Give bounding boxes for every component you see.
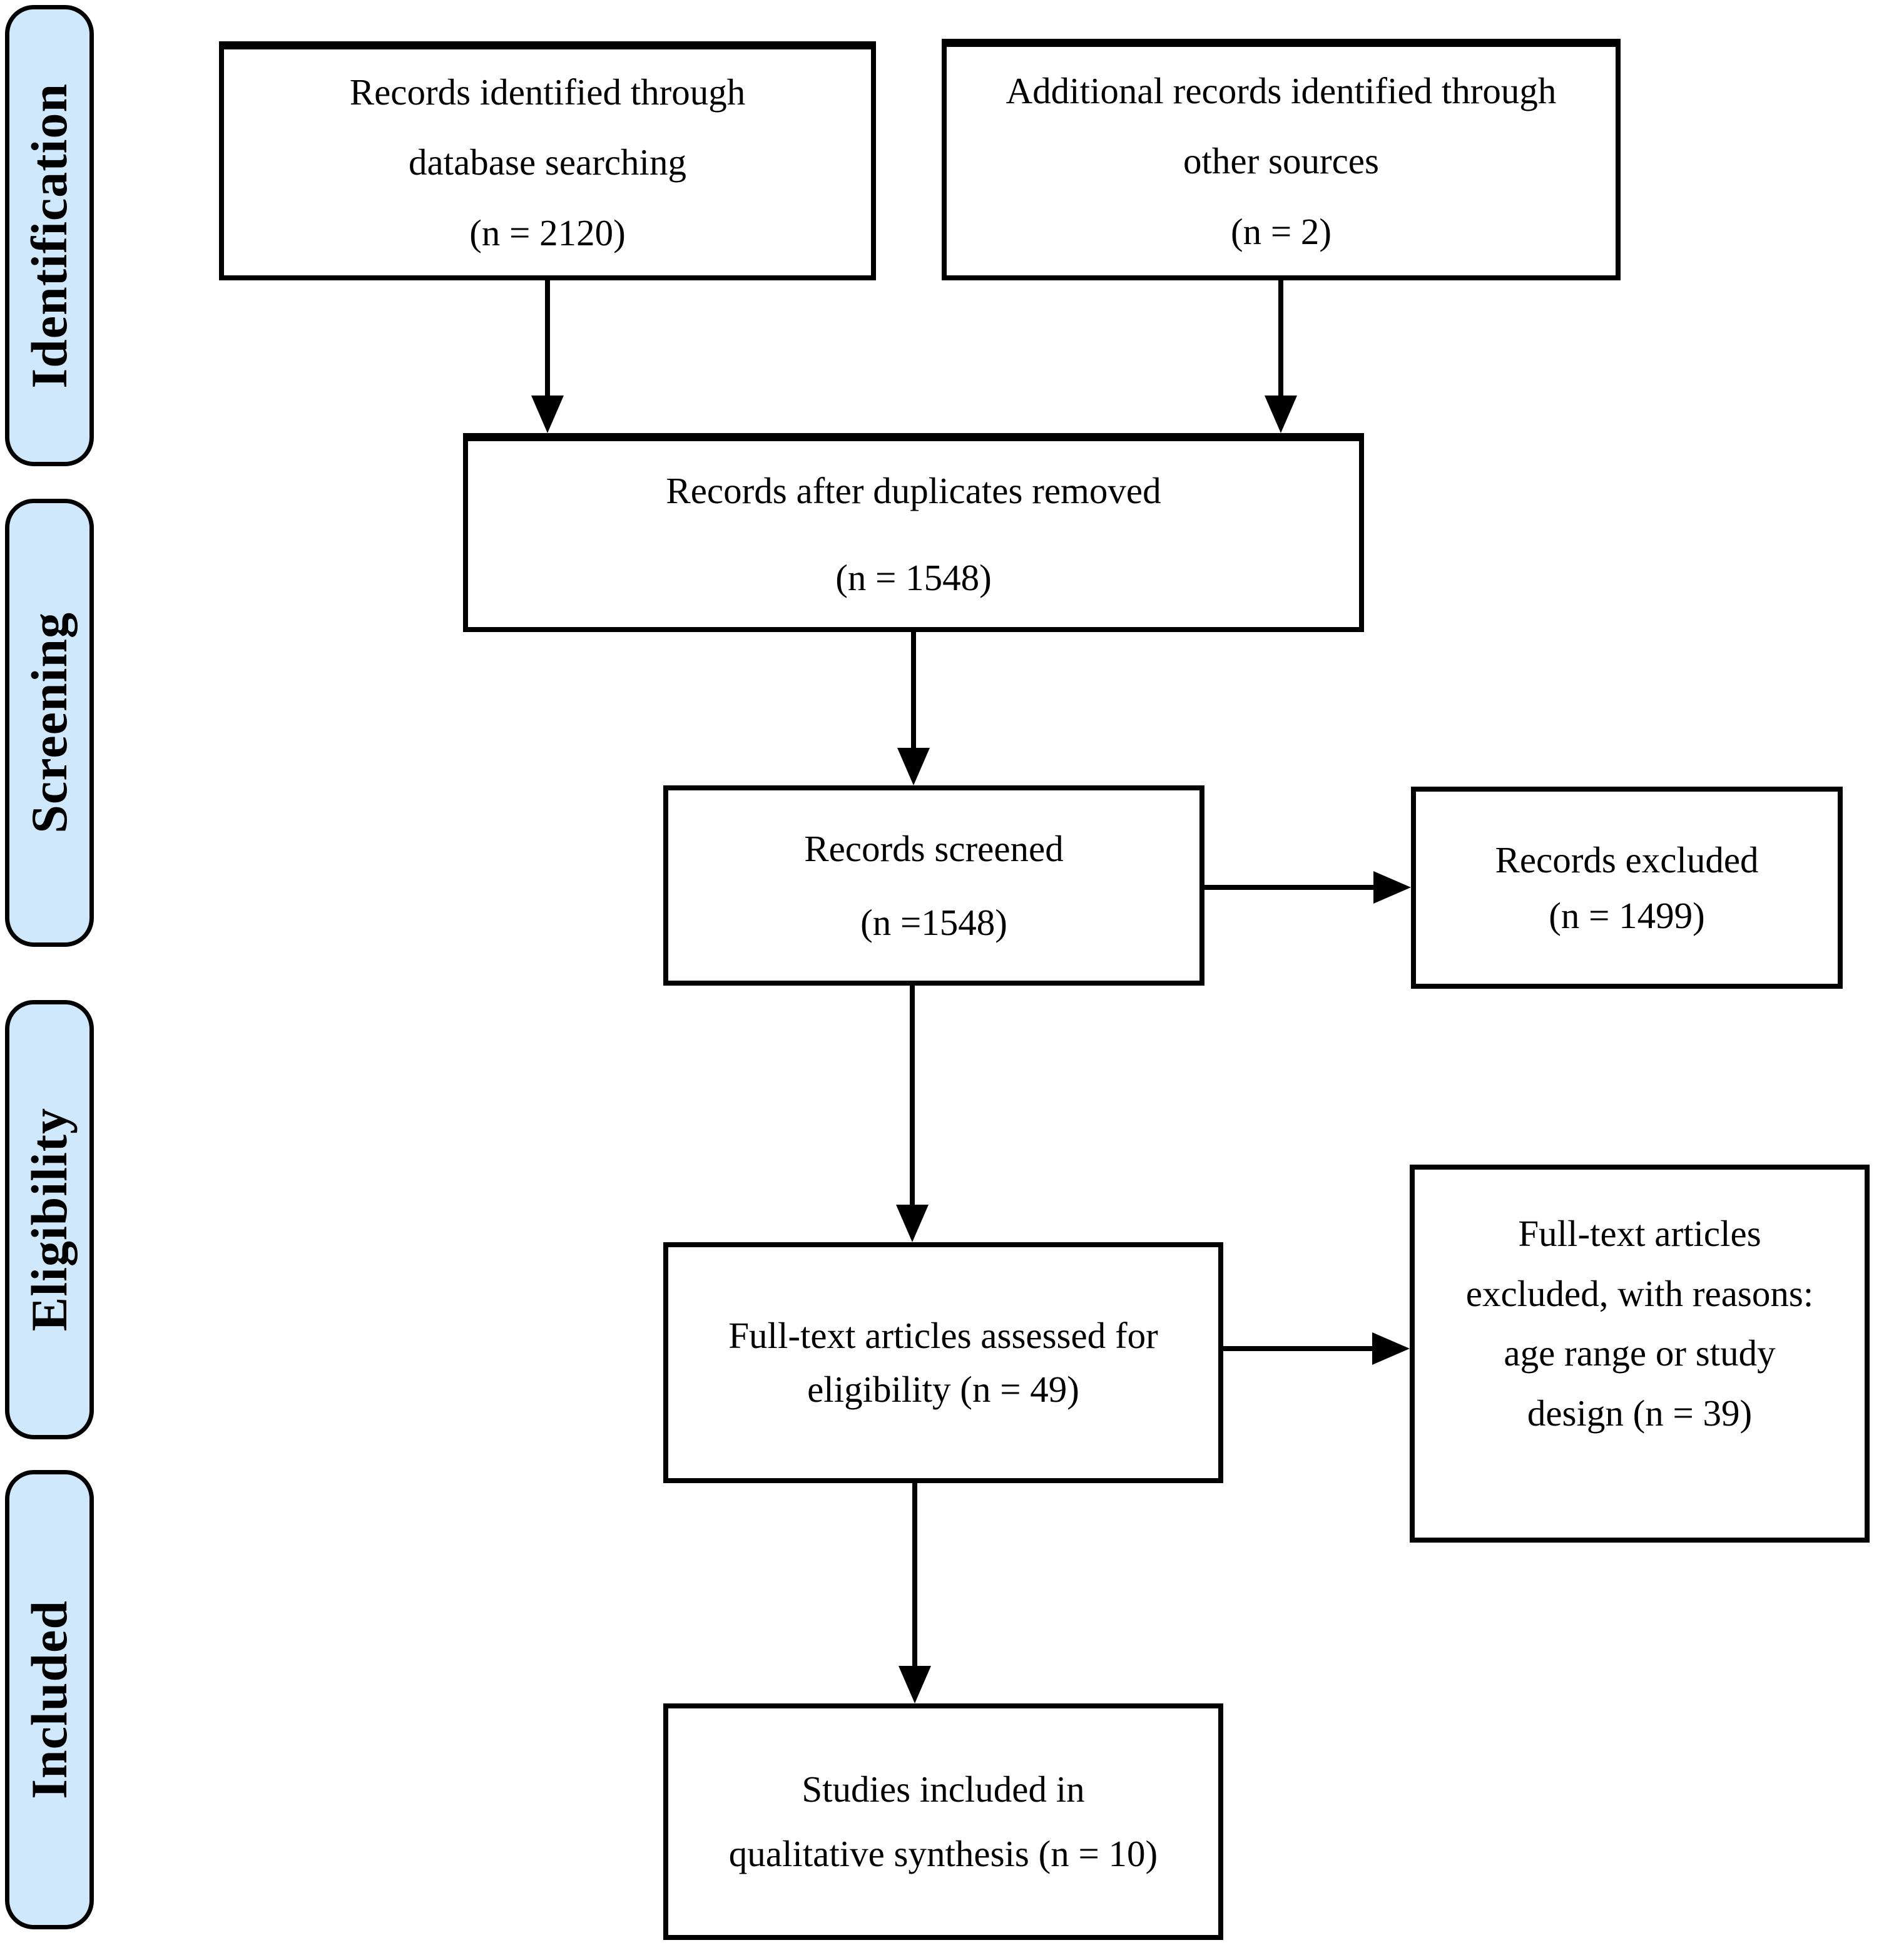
text-line: eligibility (n = 49) bbox=[807, 1368, 1079, 1410]
stage-included-label: Included bbox=[21, 1600, 78, 1799]
flow-box-records-identified bbox=[219, 41, 876, 280]
text-line: Additional records identified through bbox=[1006, 70, 1557, 112]
stage-included bbox=[5, 1470, 94, 1929]
text-line: Full-text articles bbox=[1518, 1213, 1761, 1254]
stage-screening bbox=[5, 499, 94, 947]
text-line: Records excluded bbox=[1495, 839, 1759, 880]
flow-box-studies-included bbox=[663, 1703, 1223, 1940]
arrow-fulltext-to-excluded-line bbox=[1223, 1346, 1375, 1351]
text-line: excluded, with reasons: bbox=[1465, 1272, 1814, 1314]
text-line: (n = 1499) bbox=[1549, 894, 1705, 936]
text-line: Records after duplicates removed bbox=[666, 469, 1161, 511]
arrow-duplicates-to-screened-head bbox=[897, 748, 930, 785]
stage-eligibility-label: Eligibility bbox=[21, 1108, 78, 1332]
flow-box-fulltext-excluded bbox=[1410, 1165, 1870, 1543]
arrow-screened-to-excluded-line bbox=[1204, 885, 1377, 890]
text-line: Records screened bbox=[804, 828, 1064, 869]
text-line: (n =1548) bbox=[860, 902, 1007, 943]
flow-box-after-duplicates bbox=[463, 433, 1364, 632]
flow-box-fulltext-assessed bbox=[663, 1242, 1223, 1483]
text-line: design (n = 39) bbox=[1527, 1392, 1753, 1434]
arrow-identified-to-duplicates-head bbox=[531, 396, 564, 433]
stage-screening-label: Screening bbox=[21, 612, 78, 834]
text-line: (n = 2) bbox=[1230, 210, 1332, 252]
text-line: other sources bbox=[1183, 140, 1379, 182]
stage-identification bbox=[5, 5, 94, 466]
arrow-fulltext-to-included-head bbox=[899, 1666, 931, 1703]
text-line: qualitative synthesis (n = 10) bbox=[728, 1833, 1158, 1874]
text-line: Full-text articles assessed for bbox=[728, 1314, 1158, 1356]
stage-eligibility bbox=[5, 1000, 94, 1439]
flow-box-additional-records bbox=[942, 39, 1621, 280]
stage-identification-label: Identification bbox=[21, 83, 78, 389]
text-line: database searching bbox=[409, 141, 686, 183]
arrow-screened-to-fulltext-head bbox=[896, 1205, 929, 1242]
arrow-screened-to-excluded-head bbox=[1373, 871, 1411, 904]
arrow-fulltext-to-included-line bbox=[912, 1483, 917, 1669]
arrow-additional-to-duplicates-head bbox=[1265, 396, 1297, 433]
text-line: (n = 2120) bbox=[469, 212, 626, 253]
flow-box-records-screened bbox=[663, 785, 1204, 986]
text-line: Studies included in bbox=[802, 1768, 1085, 1810]
arrow-additional-to-duplicates-line bbox=[1278, 280, 1283, 399]
text-line: (n = 1548) bbox=[835, 556, 992, 598]
text-line: age range or study bbox=[1504, 1332, 1776, 1374]
arrow-fulltext-to-excluded-head bbox=[1372, 1332, 1410, 1365]
arrow-screened-to-fulltext-line bbox=[910, 986, 915, 1208]
arrow-duplicates-to-screened-line bbox=[911, 632, 916, 751]
text-line: Records identified through bbox=[349, 71, 746, 113]
arrow-identified-to-duplicates-line bbox=[545, 280, 550, 399]
flow-box-records-excluded bbox=[1411, 787, 1843, 989]
